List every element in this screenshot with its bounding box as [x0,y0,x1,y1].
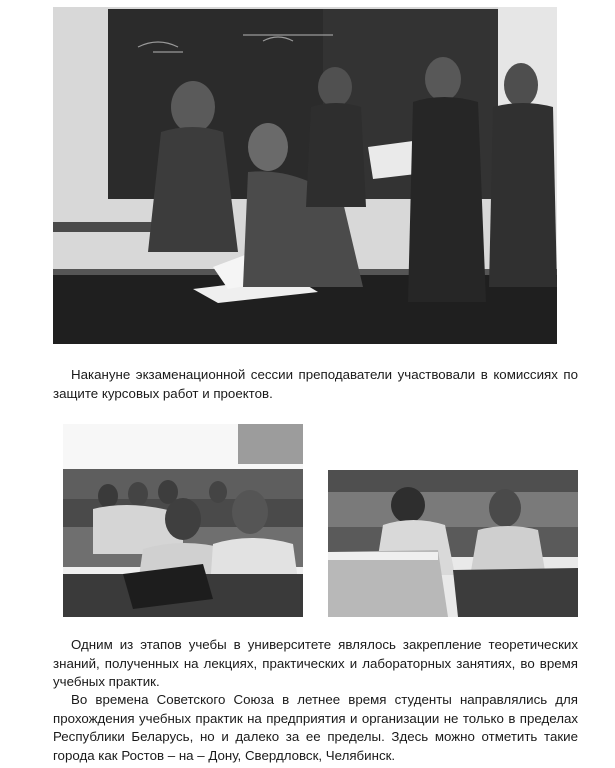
classroom-commission-photo [53,7,557,344]
body-paragraph-soviet-era: Во времена Советского Союза в летнее время студенты направлялись для прохождения учебных практик на предприятия и организации не только в пределах Республики Беларусь, но и далеко за ее пределы. Здесь можно отметить такие города как Ростов – на – Дону, Свердловск, Челябинск. [53,692,578,763]
lecture-hall-students-photo [63,424,303,617]
lecture-hall-desks-image [328,470,578,617]
photo-caption: Накануне экзаменационной сессии преподаватели участвовали в комиссиях по защите курсовых работ и проектов. [53,367,578,401]
lecture-hall-students-image [63,424,303,617]
body-paragraph-practice: Одним из этапов учебы в университете являлось закрепление теоретических знаний, полученных на лекциях, практических и лабораторных занятиях, во время учебных практик. [53,637,578,689]
lecture-hall-desks-photo [328,470,578,617]
classroom-commission-image [53,7,557,344]
